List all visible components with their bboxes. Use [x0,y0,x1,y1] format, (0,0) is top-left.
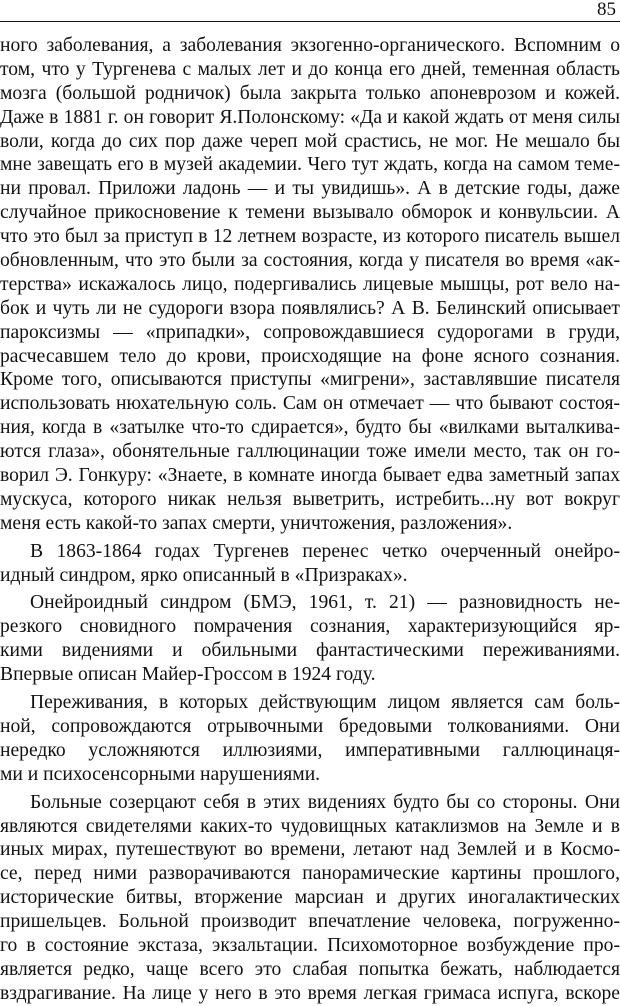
text-line: что это был за приступ в 12 летнем возрасте, из которого писатель вышел [0,226,620,248]
text-line: резкого сновидного помрачения сознания, характеризующийся яр- [0,616,620,638]
text-line: Впервые описан Майер-Гроссом в 1924 году. [0,664,376,686]
text-line: Кроме того, описываются приступы «мигрени», заставлявшие писателя [0,369,620,391]
text-line: вздрагивание. На лице у него в это время легкая гримаса испуга, вскоре [0,982,620,1004]
text-line: го в состояние экстаза, экзальтации. Психомоторное возбуждение про- [0,934,620,956]
text-line: ной, сопровождаются отрывочными бредовыми толкованиями. Они [0,715,620,737]
text-line: пришельцев. Больной производит впечатление человека, погруженно- [0,911,620,933]
text-line: Онейроидный синдром (БМЭ, 1961, т. 21) — разновидность не- [30,592,620,614]
text-line: исторические битвы, вторжение марсиан и других иногалактических [0,887,620,909]
text-line: бок и чуть ли не судороги взора появлялись? А В. Белинский описывает [0,297,620,319]
text-line: воли, когда до сих пор даже череп мой срастись, не мог. Не мешало бы [0,130,620,152]
text-line: случайное прикосновение к темени вызывало обморок и конвульсии. А [0,202,620,224]
text-line: меня есть какой-то запах смерти, уничтожения, разложения». [0,512,513,534]
text-line: пароксизмы — «припадки», сопровождавшиеся судорогами в груди, [0,321,620,343]
text-line: идный синдром, ярко описанный в «Призраках». [0,564,408,586]
text-line: кими видениями и обильными фантастическими переживаниями. [0,640,620,662]
text-line: Больные созерцают себя в этих видениях будто бы со стороны. Они [30,791,620,813]
text-line: использовать нюхательную соль. Сам он отмечает — что бывают состоя- [0,393,620,415]
header-rule [0,21,620,22]
text-line: Переживания, в которых действующим лицом является сам боль- [30,692,620,714]
text-line: терства» искажалось лицо, подергивались лицевые мышцы, рот вело на- [0,273,620,295]
text-line: ния, когда в «затылке что-то сдирается», будто бы «вилками выталкива- [0,417,620,439]
text-line: является редко, чаще всего это слабая попытка бежать, наблюдается [0,958,620,980]
text-line: Даже в 1881 г. он говорит Я.Полонскому: «Да и какой ждать от меня силы [0,106,620,128]
text-line: мускуса, которого никак нельзя выветрить, истребить...ну вот вокруг [0,488,620,510]
text-line: являются свидетелями каких-то чудовищных катаклизмов на Земле и в [0,815,620,837]
text-line: иных мирах, путешествуют во времени, летают над Землей и в Космо- [0,839,620,861]
body-text [0,34,620,1006]
text-line: мозга (большой родничок) была закрыта только апоневрозом и кожей. [0,82,620,104]
text-line: расчесавшем тело до крови, происходящие на фоне ясного сознания. [0,345,620,367]
text-line: В 1863-1864 годах Тургенев перенес четко очерченный онейро- [30,540,620,562]
text-line: ются глаза», обонятельные галлюцинации тоже имели место, так он го- [0,441,620,463]
page-number: 85 [597,0,616,20]
text-line: ми и психосенсорными нарушениями. [0,763,321,785]
text-line: обновленным, что это были за состояния, когда у писателя во время «ак- [0,250,620,272]
text-line: ни провал. Приложи ладонь — и ты увидишь». А в детские годы, даже [0,178,620,200]
text-line: ворил Э. Гонкуру: «Знаете, в комнате иногда бывает едва заметный запах [0,465,620,487]
text-line: ного заболевания, а заболевания экзогенно-органического. Вспомним о [0,35,620,56]
text-line: том, что у Тургенева с малых лет и до конца его дней, теменная область [0,58,620,80]
text-line: се, перед ними разворачиваются панорамические картины прошлого, [0,863,620,885]
text-line: нередко усложняются иллюзиями, императивными галлюцинаця- [0,739,620,761]
text-line: мне завещать его в музей академии. Чего тут ждать, когда на самом теме- [0,154,620,176]
